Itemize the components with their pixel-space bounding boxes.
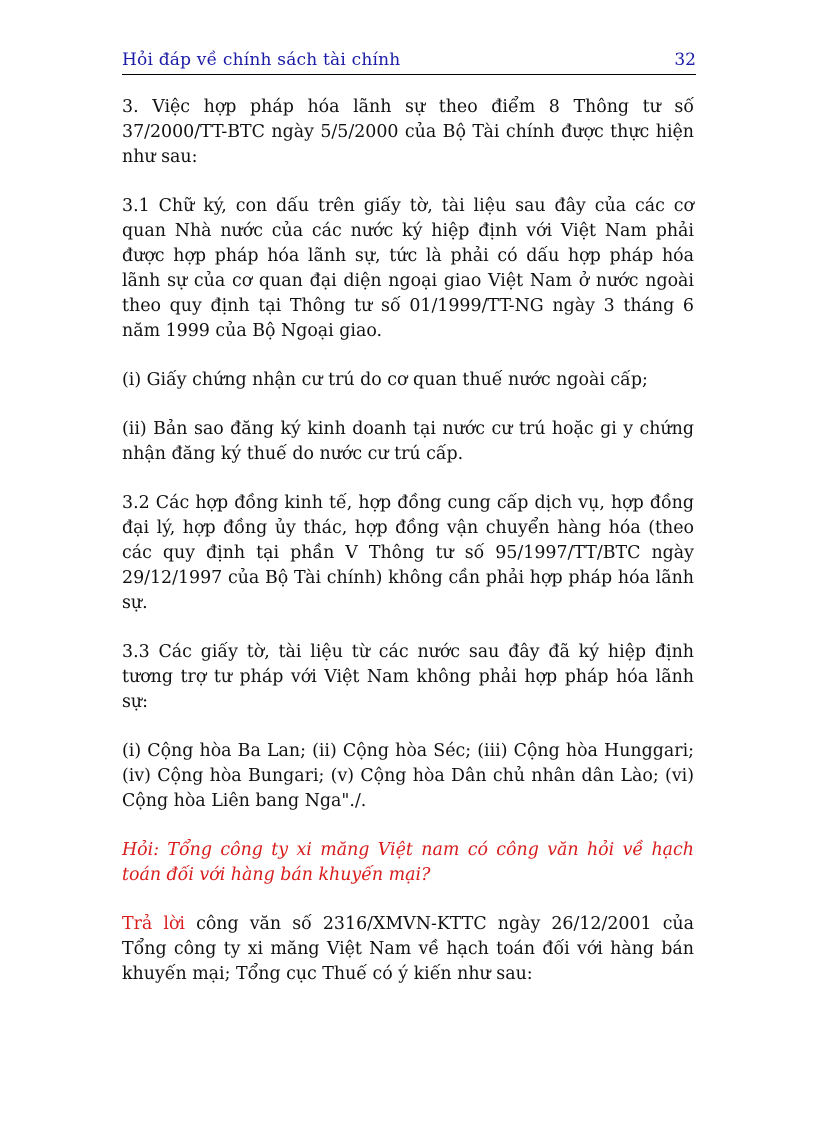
paragraph: 3.2 Các hợp đồng kinh tế, hợp đồng cung cấp dịch vụ, hợp đồng đại lý, hợp đồng ủy thác, hợp đồng vận chuyển hàng hóa (theo các quy định tại phần V Thông tư số 95/1997/TT/BTC ngày 29/12/1997 của Bộ Tài chính) không cần phải hợp pháp hóa lãnh sự. (122, 493, 694, 613)
page-number: 32 (674, 50, 696, 70)
header-title: Hỏi đáp về chính sách tài chính (122, 50, 401, 70)
paragraph: 3.1 Chữ ký, con dấu trên giấy tờ, tài liệu sau đây của các cơ quan Nhà nước của các nước ký hiệp định với Việt Nam phải được hợp pháp hóa lãnh sự, tức là phải có dấu hợp pháp hóa lãnh sự của cơ quan đại diện ngoại giao Việt Nam ở nước ngoài theo quy định tại Thông tư số 01/1999/TT-NG ngày 3 tháng 6 năm 1999 của Bộ Ngoại giao. (122, 196, 694, 341)
paragraph: (i) Giấy chứng nhận cư trú do cơ quan thuế nước ngoài cấp; (122, 370, 648, 390)
paragraph: 3.3 Các giấy tờ, tài liệu từ các nước sau đây đã ký hiệp định tương trợ tư pháp với Việt Nam không phải hợp pháp hóa lãnh sự: (122, 642, 694, 712)
paragraph: (i) Cộng hòa Ba Lan; (ii) Cộng hòa Séc; (iii) Cộng hòa Hunggari; (iv) Cộng hòa Bungari; (v) Cộng hòa Dân chủ nhân dân Lào; (vi) Cộng hòa Liên bang Nga"./. (122, 741, 694, 811)
question-paragraph: Hỏi: Tổng công ty xi măng Việt nam có công văn hỏi về hạch toán đối với hàng bán khuyến mại? (122, 840, 694, 885)
paragraph: 3. Việc hợp pháp hóa lãnh sự theo điểm 8 Thông tư số 37/2000/TT-BTC ngày 5/5/2000 của Bộ Tài chính được thực hiện như sau: (122, 97, 694, 167)
page-header (122, 48, 696, 75)
answer-lead: Trả lời (122, 914, 185, 934)
paragraph: (ii) Bản sao đăng ký kinh doanh tại nước cư trú hoặc gi y chứng nhận đăng ký thuế do nước cư trú cấp. (122, 419, 694, 464)
answer-paragraph (122, 912, 694, 987)
document-body (122, 95, 694, 1011)
answer-text: công văn số 2316/XMVN-KTTC ngày 26/12/2001 của Tổng công ty xi măng Việt Nam về hạch toán đối với hàng bán khuyến mại; Tổng cục Thuế có ý kiến như sau: (122, 914, 695, 984)
